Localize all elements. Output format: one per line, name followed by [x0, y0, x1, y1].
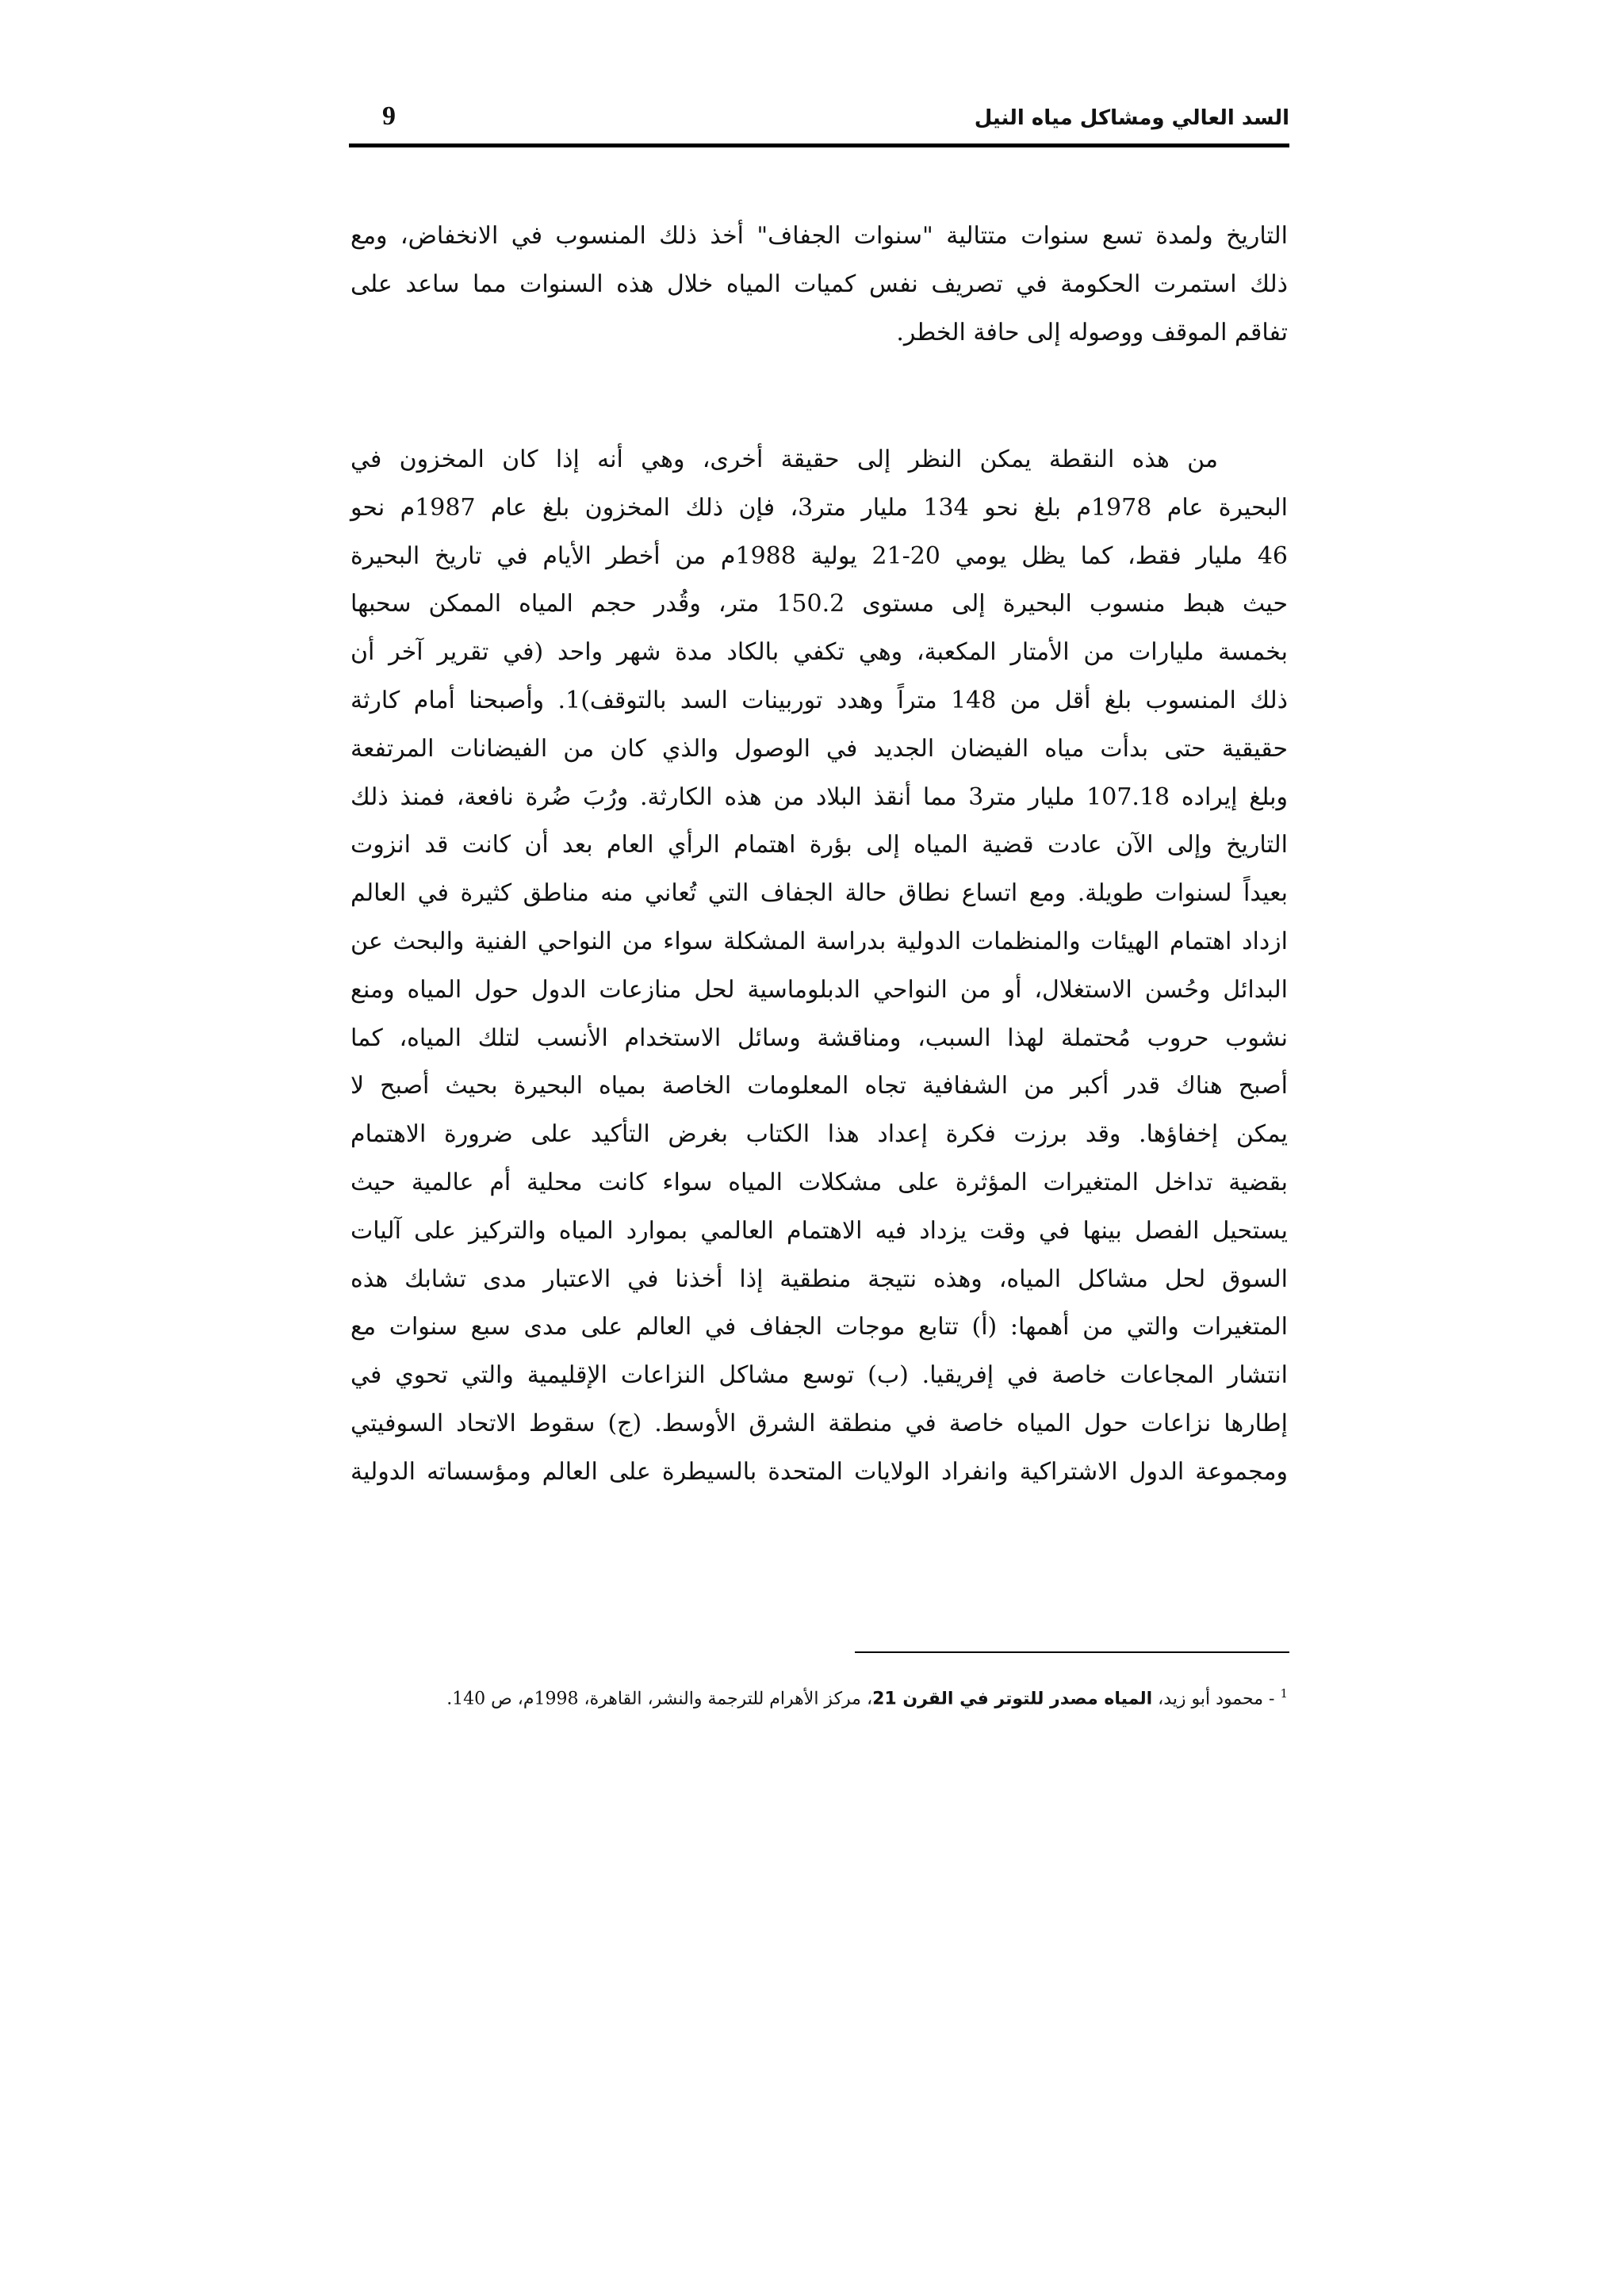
footnote-prefix: - محمود أبو زيد، [1152, 1689, 1275, 1709]
paragraph-line: بخمسة مليارات من الأمتار المكعبة، وهي تكفي بالكاد مدة شهر واحد (في تقرير آخر أن [350, 638, 1288, 667]
paragraph-line: حيث هبط منسوب البحيرة إلى مستوى 150.2 متر، وقُدر حجم المياه الممكن سحبها [350, 590, 1288, 618]
paragraph-line: تفاقم الموقف ووصوله إلى حافة الخطر. [896, 318, 1288, 346]
paragraph-line: التاريخ وإلى الآن عادت قضية المياه إلى بؤرة اهتمام الرأي العام بعد أن كانت قد انزوت [350, 831, 1288, 859]
paragraph-line: ومجموعة الدول الاشتراكية وانفراد الولايات المتحدة بالسيطرة على العالم ومؤسساته الدولية [350, 1457, 1288, 1486]
running-header [349, 101, 1289, 141]
paragraph-2 [350, 436, 1288, 1497]
footnote-book-title: المياه مصدر للتوتر في القرن 21 [872, 1689, 1153, 1709]
paragraph-line: إطارها نزاعات حول المياه خاصة في منطقة الشرق الأوسط. (ج) سقوط الاتحاد السوفيتي [350, 1409, 1288, 1437]
paragraph-line: من هذه النقطة يمكن النظر إلى حقيقة أخرى، وهي أنه إذا كان المخزون في [350, 446, 1218, 473]
header-rule [349, 144, 1289, 147]
footnote-suffix: ، مركز الأهرام للترجمة والنشر، القاهرة، 1998م، ص 140. [446, 1689, 873, 1709]
paragraph-line: البدائل وحُسن الاستغلال، أو من النواحي الدبلوماسية لحل منازعات الدول حول المياه ومنع [350, 975, 1288, 1004]
paragraph-line: التاريخ ولمدة تسع سنوات متتالية "سنوات الجفاف" أخذ ذلك المنسوب في الانخفاض، ومع [350, 222, 1288, 250]
paragraph-line: يستحيل الفصل بينها في وقت يزداد فيه الاهتمام العالمي بموارد المياه والتركيز على آليات [350, 1216, 1288, 1245]
paragraph-line: بعيداً لسنوات طويلة. ومع اتساع نطاق حالة الجفاف التي تُعاني منه مناطق كثيرة في العالم [350, 879, 1288, 908]
page-number: 9 [382, 101, 396, 131]
paragraph-line: البحيرة عام 1978م بلغ نحو 134 مليار متر3، فإن ذلك المخزون بلغ عام 1987م نحو [350, 493, 1288, 522]
paragraph-line: ذلك المنسوب بلغ أقل من 148 متراً وهدد توربينات السد بالتوقف)1. وأصبحنا أمام كارثة [350, 686, 1289, 714]
paragraph-line: 46 مليار فقط، كما يظل يومي 20-21 يولية 1988م من أخطر الأيام في تاريخ البحيرة [350, 541, 1288, 570]
paragraph-line: أصبح هناك قدر أكبر من الشفافية تجاه المعلومات الخاصة بمياه البحيرة بحيث أصبح لا [350, 1072, 1288, 1100]
footnote-rule [855, 1651, 1289, 1653]
paragraph-line: بقضية تداخل المتغيرات المؤثرة على مشكلات المياه سواء كانت محلية أم عالمية حيث [350, 1168, 1288, 1196]
paragraph-line: حقيقية حتى بدأت مياه الفيضان الجديد في الوصول والذي كان من الفيضانات المرتفعة [350, 734, 1288, 763]
paragraph-line: ذلك استمرت الحكومة في تصريف نفس كميات المياه خلال هذه السنوات مما ساعد على [350, 270, 1288, 298]
paragraph-line: نشوب حروب مُحتملة لهذا السبب، ومناقشة وسائل الاستخدام الأنسب لتلك المياه، كما [350, 1024, 1288, 1052]
footnote [336, 1679, 1288, 1713]
paragraph-line: السوق لحل مشاكل المياه، وهذه نتيجة منطقية إذا أخذنا في الاعتبار مدى تشابك هذه [350, 1265, 1288, 1293]
footnote-number: 1 [1280, 1686, 1288, 1701]
paragraph-line: وبلغ إيراده 107.18 مليار متر3 مما أنقذ البلاد من هذه الكارثة. ورُبَ ضُرة نافعة، فمنذ ذلك [350, 783, 1288, 811]
paragraph-1 [350, 212, 1288, 357]
paragraph-line: انتشار المجاعات خاصة في إفريقيا. (ب) توسع مشاكل النزاعات الإقليمية والتي تحوي في [350, 1361, 1288, 1390]
paragraph-line: يمكن إخفاؤها. وقد برزت فكرة إعداد هذا الكتاب بغرض التأكيد على ضرورة الاهتمام [350, 1120, 1288, 1149]
header-title: السد العالي ومشاكل مياه النيل [974, 106, 1289, 130]
paragraph-line: ازداد اهتمام الهيئات والمنظمات الدولية بدراسة المشكلة سواء من النواحي الفنية والبحث عن [350, 927, 1288, 955]
paragraph-line: المتغيرات والتي من أهمها: (أ) تتابع موجات الجفاف في العالم على مدى سبع سنوات مع [350, 1313, 1288, 1341]
